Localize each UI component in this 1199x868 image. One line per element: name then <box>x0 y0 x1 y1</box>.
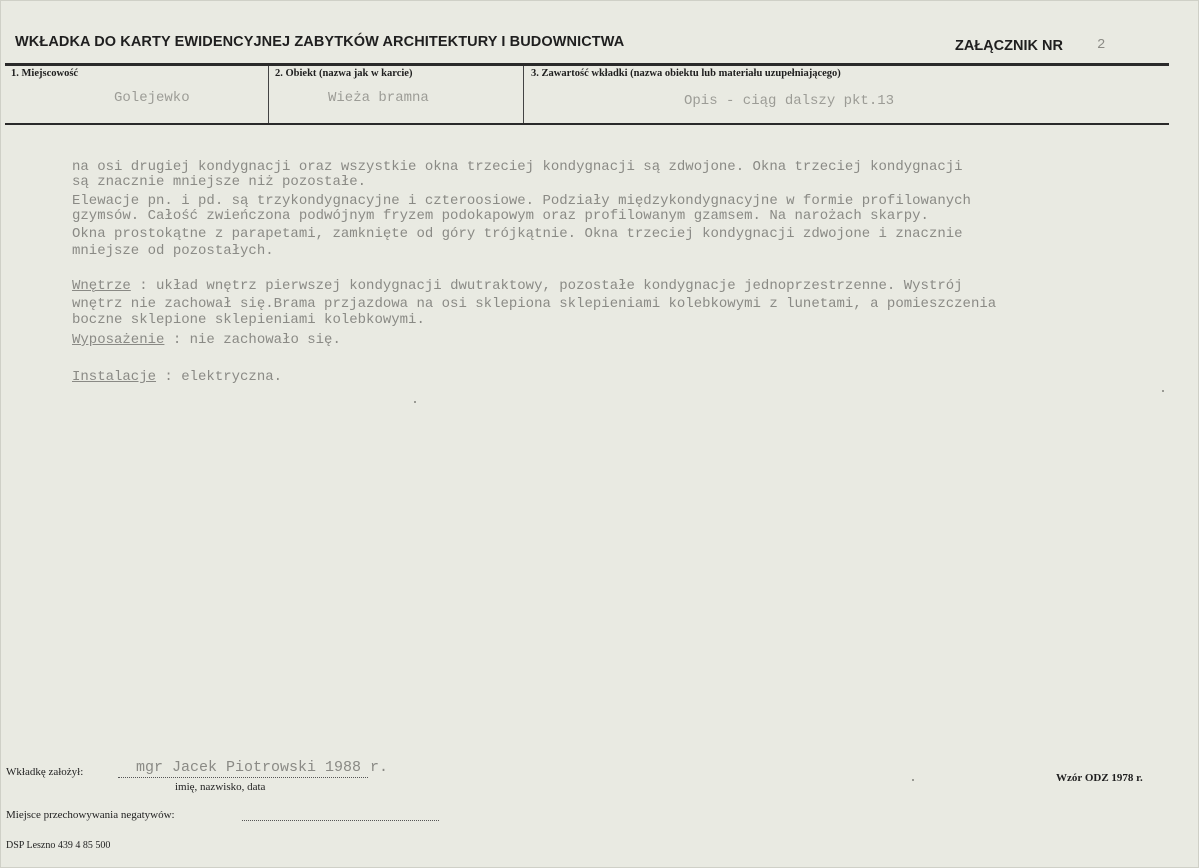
printer-note: DSP Leszno 439 4 85 500 <box>6 840 111 851</box>
paper-speck <box>1162 390 1164 392</box>
paper-speck <box>912 779 914 781</box>
field-divider <box>268 66 269 123</box>
locality-label: 1. Miejscowość <box>11 68 79 79</box>
description-line: Elewacje pn. i pd. są trzykondygnacyjne i czteroosiowe. Podziały międzykondygnacyjne w formie profilowanych <box>72 193 971 209</box>
interior-text: : układ wnętrz pierwszej kondygnacji dwutraktowy, pozostałe kondygnacje jednoprzestrzenne. Wystrój <box>130 278 963 294</box>
description-line: są znacznie mniejsze niż pozostałe. <box>72 174 367 190</box>
author-caption: imię, nazwisko, data <box>175 781 266 793</box>
installations-line <box>72 370 1192 384</box>
form-title: WKŁADKA DO KARTY EWIDENCYJNEJ ZABYTKÓW ARCHITEKTURY I BUDOWNICTWA <box>15 34 625 50</box>
equipment-text: : nie zachowało się. <box>164 332 341 348</box>
attachment-number: 2 <box>1097 37 1106 53</box>
author-label: Wkładkę założył: <box>6 766 84 778</box>
interior-line: wnętrz nie zachował się.Brama przjazdowa na osi sklepiona sklepieniami kolebkowymi z lunetami, a pomieszczenia <box>72 296 997 312</box>
interior-line <box>72 279 1192 293</box>
author-line <box>118 777 368 778</box>
content-label: 3. Zawartość wkładki (nazwa obiektu lub materiału uzupełniającego) <box>531 68 841 79</box>
attachment-label: ZAŁĄCZNIK NR <box>955 38 1063 54</box>
locality-value: Golejewko <box>114 90 190 106</box>
author-value: mgr Jacek Piotrowski 1988 r. <box>136 759 389 776</box>
header-rule <box>5 63 1169 66</box>
form-model: Wzór ODZ 1978 r. <box>1056 772 1143 784</box>
equipment-line <box>72 333 1192 347</box>
description-line: Okna prostokątne z parapetami, zamknięte od góry trójkątnie. Okna trzeciej kondygnacji zdwojone i znacznie <box>72 226 963 242</box>
object-label: 2. Obiekt (nazwa jak w karcie) <box>275 68 413 79</box>
installations-text: : elektryczna. <box>156 369 283 385</box>
negatives-label: Miejsce przechowywania negatywów: <box>6 809 175 821</box>
fields-rule <box>5 123 1169 125</box>
negatives-line <box>242 820 439 821</box>
interior-line: boczne sklepione sklepieniami kolebkowymi. <box>72 312 425 328</box>
description-line: na osi drugiej kondygnacji oraz wszystkie okna trzeciej kondygnacji są zdwojone. Okna trzeciej kondygnacji <box>72 159 963 175</box>
paper-speck <box>414 401 416 403</box>
description-line: mniejsze od pozostałych. <box>72 243 274 259</box>
content-value: Opis - ciąg dalszy pkt.13 <box>684 93 895 109</box>
equipment-heading: Wyposażenie <box>72 332 165 348</box>
description-line: gzymsów. Całość zwieńczona podwójnym fryzem podokapowym oraz profilowanym gzamsem. Na narożach skarpy. <box>72 208 929 224</box>
installations-heading: Instalacje <box>72 369 157 385</box>
interior-heading: Wnętrze <box>72 278 131 294</box>
object-value: Wieża bramna <box>328 90 429 106</box>
field-divider <box>523 66 524 123</box>
